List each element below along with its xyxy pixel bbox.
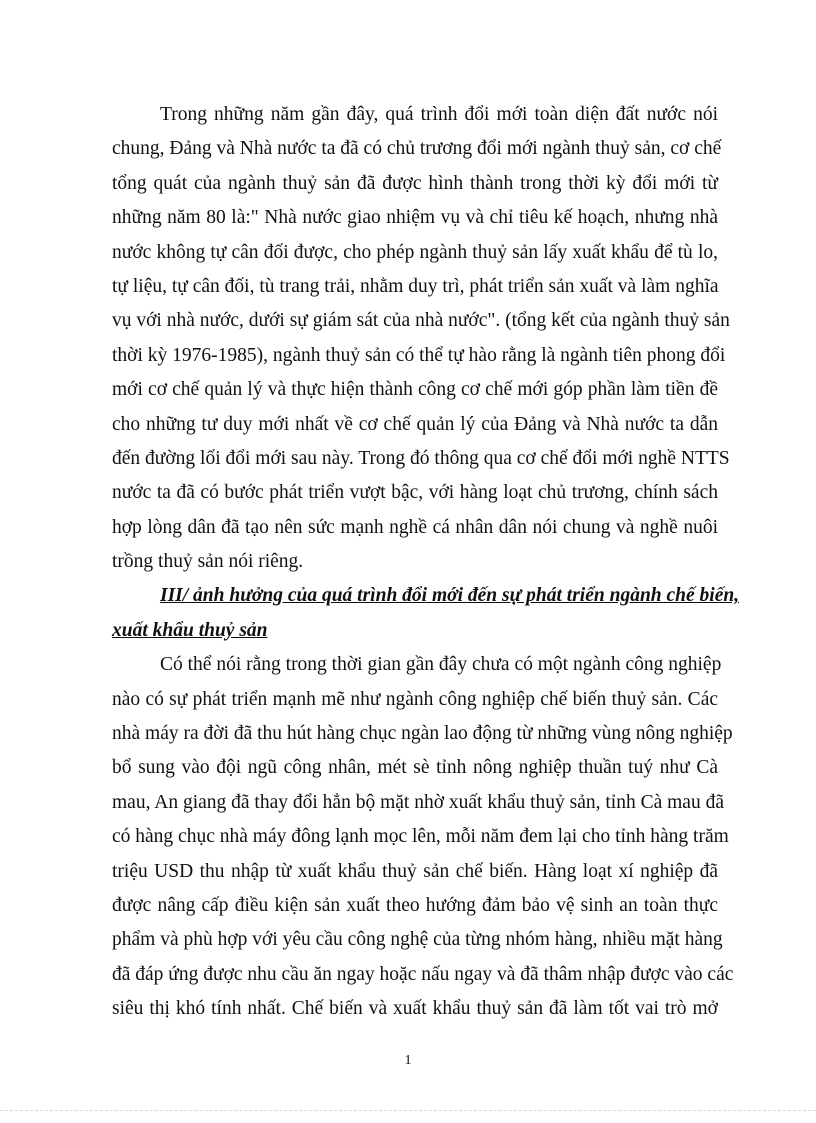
paragraph-line: trồng thuỷ sản nói riêng. <box>112 551 304 573</box>
paragraph-line: nào có sự phát triển mạnh mẽ như ngành công nghiệp chế biến thuỷ sản. Các <box>112 688 718 710</box>
paragraph-line: thời kỳ 1976-1985), ngành thuỷ sản có thể tự hào rằng là ngành tiên phong đổi <box>112 344 726 366</box>
paragraph-line: đã đáp ứng được nhu cầu ăn ngay hoặc nấu ngay và đã thâm nhập được vào các <box>112 963 734 985</box>
paragraph-line: nước không tự cân đối được, cho phép ngành thuỷ sản lấy xuất khẩu để tù lo, <box>112 241 718 263</box>
paragraph-line: nước ta đã có bước phát triển vượt bậc, với hàng loạt chủ trương, chính sách <box>112 482 718 504</box>
paragraph-renovation-overview <box>112 98 730 579</box>
paragraph-line: những năm 80 là:" Nhà nước giao nhiệm vụ và chỉ tiêu kế hoạch, nhưng nhà <box>112 207 718 229</box>
paragraph-line: Trong những năm gần đây, quá trình đổi mới toàn diện đất nước nói <box>160 104 718 125</box>
paragraph-line: bổ sung vào đội ngũ công nhân, mét sè tỉnh nông nghiệp thuần tuý như Cà <box>112 757 718 779</box>
paragraph-line: phẩm và phù hợp với yêu cầu công nghệ của từng nhóm hàng, nhiều mặt hàng <box>112 929 723 951</box>
paragraph-line: nhà máy ra đời đã thu hút hàng chục ngàn lao động từ những vùng nông nghiệp <box>112 723 733 745</box>
section-heading <box>112 579 740 648</box>
page-content <box>112 98 740 1027</box>
paragraph-line: Có thể nói rằng trong thời gian gần đây chưa có một ngành công nghiệp <box>160 654 722 676</box>
paragraph-line: siêu thị khó tính nhất. Chế biến và xuất khẩu thuỷ sản đã làm tốt vai trò mở <box>112 998 718 1020</box>
page-bottom-divider <box>0 1110 816 1111</box>
paragraph-line: tự liệu, tự cân đối, tù trang trải, nhằm duy trì, phát triển sản xuất và làm nghĩa <box>112 275 719 297</box>
paragraph-line: mới cơ chế quản lý và thực hiện thành công cơ chế mới góp phần làm tiền đề <box>112 379 718 401</box>
heading-line: xuất khẩu thuỷ sản <box>112 619 268 641</box>
paragraph-line: vụ với nhà nước, dưới sự giám sát của nhà nước". (tổng kết của ngành thuỷ sản <box>112 310 730 332</box>
paragraph-line: tổng quát của ngành thuỷ sản đã được hình thành trong thời kỳ đổi mới từ <box>112 172 718 194</box>
paragraph-processing-industry <box>112 648 734 1026</box>
paragraph-line: có hàng chục nhà máy đông lạnh mọc lên, mỗi năm đem lại cho tỉnh hàng trăm <box>112 826 729 848</box>
paragraph-line: được nâng cấp điều kiện sản xuất theo hướng đảm bảo vệ sinh an toàn thực <box>112 894 718 916</box>
paragraph-line: hợp lòng dân đã tạo nên sức mạnh nghề cá nhân dân nói chung và nghề nuôi <box>112 516 718 538</box>
paragraph-line: mau, An giang đã thay đổi hẳn bộ mặt nhờ xuất khẩu thuỷ sản, tỉnh Cà mau đã <box>112 791 724 813</box>
paragraph-line: cho những tư duy mới nhất về cơ chế quản lý của Đảng và Nhà nước ta dẫn <box>112 413 718 435</box>
page-number: 1 <box>404 1053 412 1068</box>
heading-line: III/ ảnh hưởng của quá trình đổi mới đến sự phát triển ngành chế biến, <box>160 585 740 607</box>
paragraph-line: chung, Đảng và Nhà nước ta đã có chủ trương đổi mới ngành thuỷ sản, cơ chế <box>112 138 722 160</box>
paragraph-line: triệu USD thu nhập từ xuất khẩu thuỷ sản chế biến. Hàng loạt xí nghiệp đã <box>112 860 718 882</box>
paragraph-line: đến đường lối đổi mới sau này. Trong đó thông qua cơ chế đổi mới nghề NTTS <box>112 447 730 469</box>
